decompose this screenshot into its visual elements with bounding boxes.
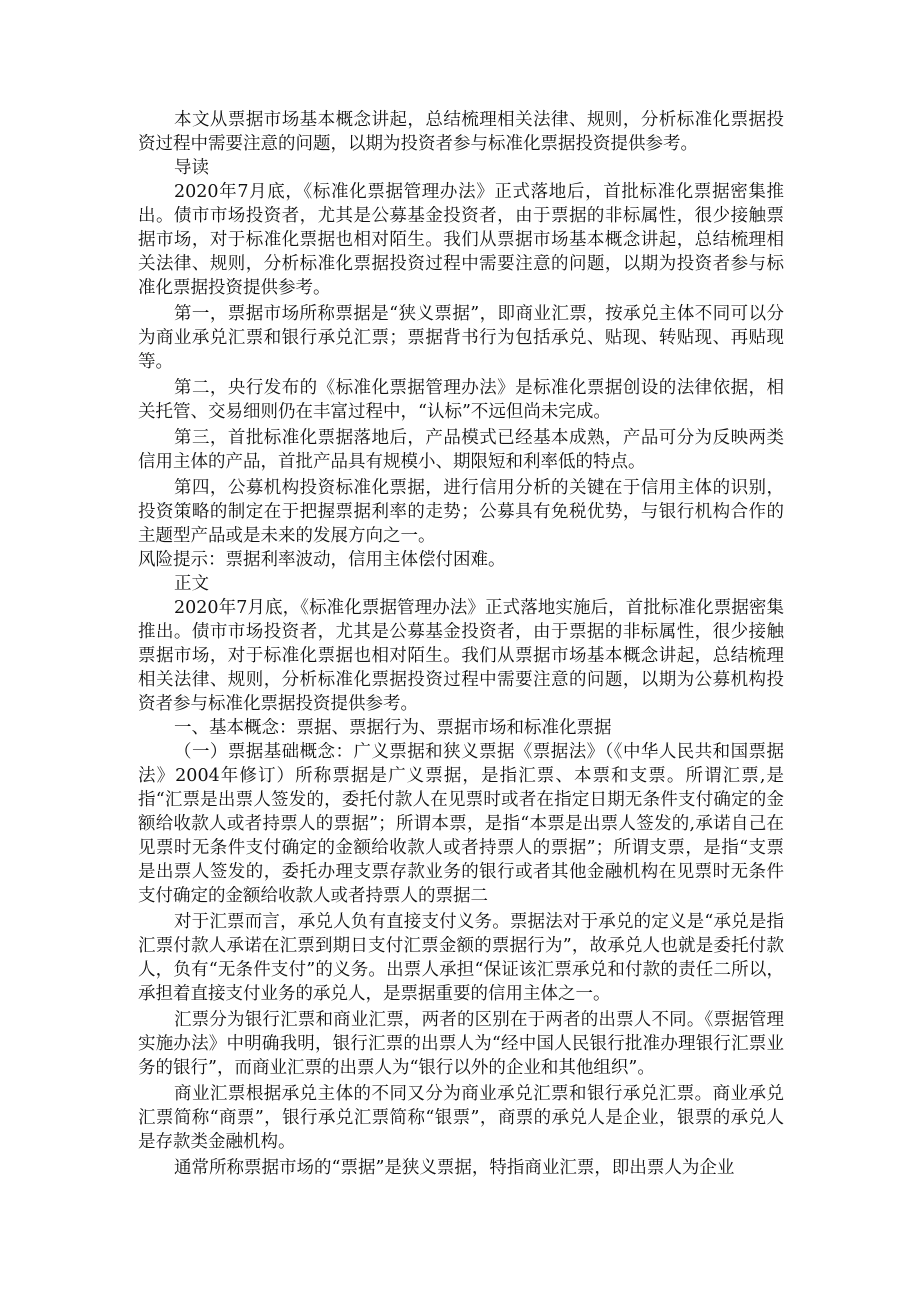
heading-daodu: 导读 bbox=[174, 158, 209, 178]
paragraph-draft-types: 汇票分为银行汇票和商业汇票，两者的区别在于两者的出票人不同。《票据管理实施办法》中明确我明，银行汇票的出票人为“经中国人民银行批准办理银行汇票业务的银行”，而商业汇票的出票人为“银行以外的企业和其他组织”。 bbox=[138, 1010, 784, 1078]
document-body bbox=[138, 108, 784, 1180]
section-heading-1: 一、基本概念：票据、票据行为、票据市场和标准化票据 bbox=[174, 718, 612, 738]
paragraph-summary: 2020年7月底，《标准化票据管理办法》正式落地后，首批标准化票据密集推出。债市市场投资者，尤其是公募基金投资者，由于票据的非标属性，很少接触票据市场，对于标准化票据也相对陌生。我们从票据市场基本概念讲起，总结梳理相关法律、规则，分析标准化票据投资过程中需要注意的问题，以期为投资者参与标准化票据投资提供参考。 bbox=[138, 182, 784, 298]
paragraph-acceptor: 对于汇票而言，承兑人负有直接支付义务。票据法对于承兑的定义是“承兑是指汇票付款人承诺在汇票到期日支付汇票金额的票据行为”，故承兑人也就是委托付款人，负有“无条件支付”的义务。出票人承担“保证该汇票承兑和付款的责任二所以，承担着直接支付业务的承兑人，是票据重要的信用主体之一。 bbox=[138, 912, 784, 1004]
paragraph-point-1: 第一，票据市场所称票据是“狭义票据”，即商业汇票，按承兑主体不同可以分为商业承兑汇票和银行承兑汇票；票据背书行为包括承兑、贴现、转贴现、再贴现等。 bbox=[138, 304, 784, 372]
paragraph-narrow-bill: 通常所称票据市场的“票据”是狭义票据，特指商业汇票，即出票人为企业 bbox=[174, 1158, 735, 1178]
paragraph-point-2: 第二，央行发布的《标准化票据管理办法》是标准化票据创设的法律依据，相关托管、交易细则仍在丰富过程中，“认标”不远但尚未完成。 bbox=[138, 378, 784, 422]
paragraph-point-4: 第四，公募机构投资标准化票据，进行信用分析的关键在于信用主体的识别，投资策略的制定在于把握票据利率的走势；公募具有免税优势，与银行机构合作的主题型产品或是未来的发展方向之一。 bbox=[138, 478, 784, 546]
heading-zhengwen: 正文 bbox=[174, 574, 209, 594]
paragraph-risk-warning: 风险提示：票据利率波动，信用主体偿付困难。 bbox=[138, 550, 506, 570]
paragraph-bill-concepts: （一）票据基础概念：广义票据和狭义票据《票据法》（《中华人民共和国票据法》2004年修订）所称票据是广义票据，是指汇票、本票和支票。所谓汇票,是指“汇票是出票人签发的，委托付款人在见票时或者在指定日期无条件支付确定的金额给收款人或者持票人的票据”；所谓本票，是指“本票是出票人签发的,承诺自己在见票时无条件支付确定的金额给收款人或者持票人的票据”；所谓支票，是指“支票是出票人签发的，委托办理支票存款业务的银行或者其他金融机构在见票时无条件支付确定的金额给收款人或者持票人的票据二 bbox=[138, 742, 784, 906]
paragraph-main-intro: 2020年7月底，《标准化票据管理办法》正式落地实施后，首批标准化票据密集推出。债市市场投资者，尤其是公募基金投资者，由于票据的非标属性，很少接触票据市场，对于标准化票据也相对陌生。我们从票据市场基本概念讲起，总结梳理相关法律、规则，分析标准化票据投资过程中需要注意的问题，以期为公募机构投资者参与标准化票据投资提供参考。 bbox=[138, 598, 784, 714]
paragraph-commercial-draft: 商业汇票根据承兑主体的不同又分为商业承兑汇票和银行承兑汇票。商业承兑汇票简称“商票”，银行承兑汇票简称“银票”，商票的承兑人是企业，银票的承兑人是存款类金融机构。 bbox=[138, 1084, 784, 1152]
paragraph-point-3: 第三，首批标准化票据落地后，产品模式已经基本成熟，产品可分为反映两类信用主体的产品，首批产品具有规模小、期限短和利率低的特点。 bbox=[138, 428, 784, 472]
paragraph-intro: 本文从票据市场基本概念讲起，总结梳理相关法律、规则，分析标准化票据投资过程中需要注意的问题，以期为投资者参与标准化票据投资提供参考。 bbox=[138, 110, 784, 154]
